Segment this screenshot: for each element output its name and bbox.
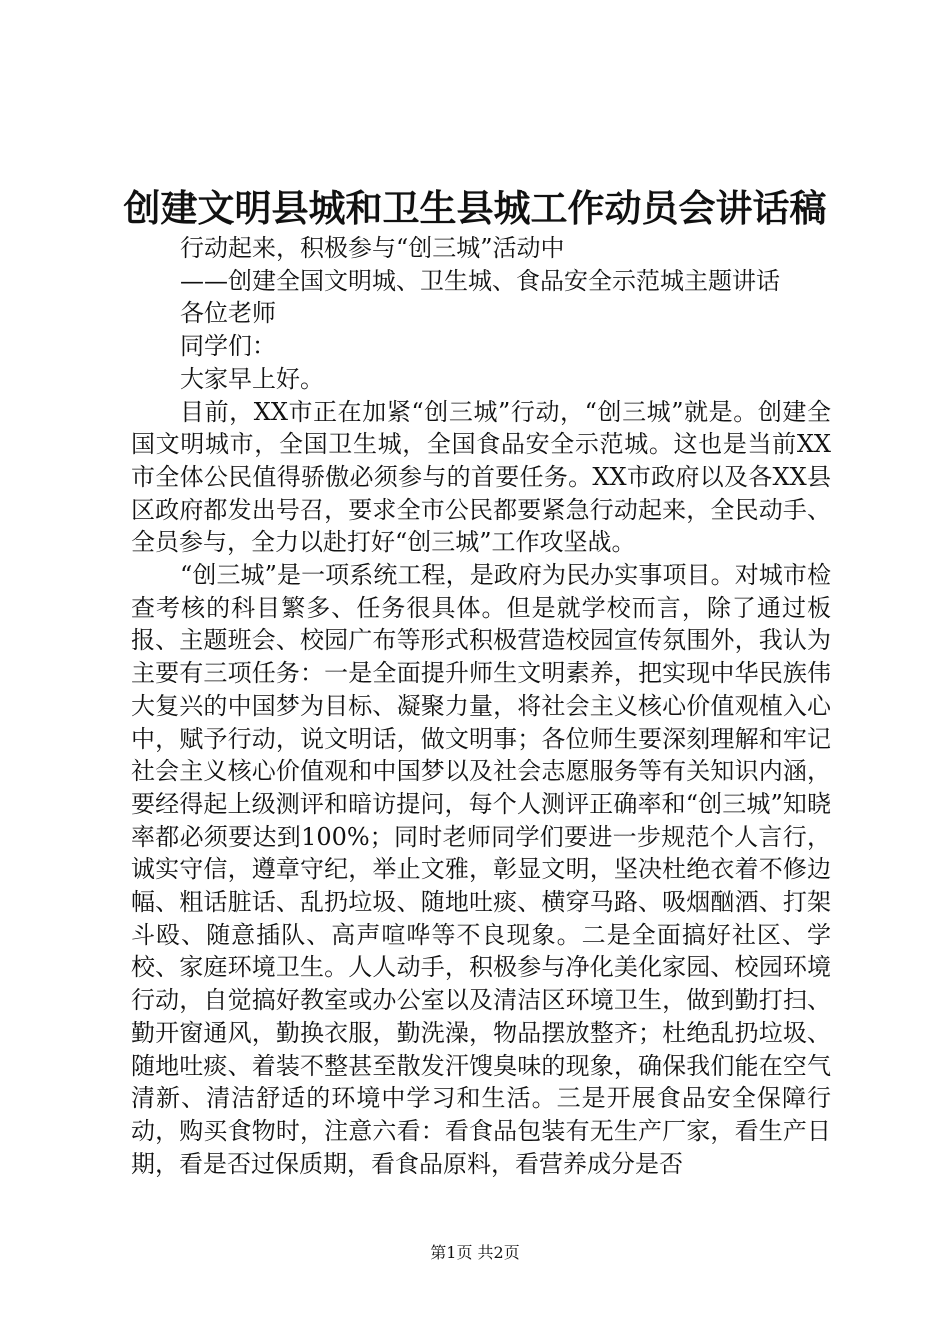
page-footer: 第1页 共2页 xyxy=(430,1243,520,1262)
paragraph: 目前，XX市正在加紧“创三城”行动，“创三城”就是。创建全国文明城市，全国卫生城，全国食品安全示范城。这也是当前XX市全体公民值得骄傲必须参与的首要任务。XX市政府以及各XX县区政府都发出号召，要求全市公民都要紧急行动起来，全民动手、全员参与，全力以赴打好“创三城”工作攻坚战。 xyxy=(131,397,831,557)
greeting: 大家早上好。 xyxy=(180,364,324,393)
paragraph: “创三城”是一项系统工程，是政府为民办实事项目。对城市检查考核的科目繁多、任务很具体。但是就学校而言，除了通过板报、主题班会、校园广布等形式积极营造校园宣传氛围外，我认为主要有三项任务：一是全面提升师生文明素养，把实现中华民族伟大复兴的中国梦为目标、凝聚力量，将社会主义核心价值观植入心中，赋予行动，说文明话，做文明事；各位师生要深刻理解和牢记社会主义核心价值观和中国梦以及社会志愿服务等有关知识内涵，要经得起上级测评和暗访提问，每个人测评正确率和“创三城”知晓率都必须要达到100%；同时老师同学们要进一步规范个人言行，诚实守信，遵章守纪，举止文雅，彰显文明，坚决杜绝衣着不修边幅、粗话脏话、乱扔垃圾、随地吐痰、横穿马路、吸烟酗酒、打架斗殴、随意插队、高声喧哗等不良现象。二是全面搞好社区、学校、家庭环境卫生。人人动手，积极参与净化美化家园、校园环境行动，自觉搞好教室或办公室以及清洁区环境卫生，做到勤打扫、勤开窗通风，勤换衣服，勤洗澡，物品摆放整齐；杜绝乱扔垃圾、随地吐痰、着装不整甚至散发汗馊臭味的现象，确保我们能在空气清新、清洁舒适的环境中学习和生活。三是开展食品安全保障行动，购买食物时，注意六看：看食品包装有无生产厂家，看生产日期，看是否过保质期，看食品原料，看营养成分是否 xyxy=(131,561,831,1178)
salutation-teachers: 各位老师 xyxy=(180,299,276,328)
subheading: ——创建全国文明城、卫生城、食品安全示范城主题讲话 xyxy=(180,266,780,295)
document-title: 创建文明县城和卫生县城工作动员会讲话稿 xyxy=(123,186,827,230)
document-body xyxy=(131,232,831,1180)
salutation-students: 同学们： xyxy=(180,332,276,361)
subtitle: 行动起来，积极参与“创三城”活动中 xyxy=(180,234,565,262)
